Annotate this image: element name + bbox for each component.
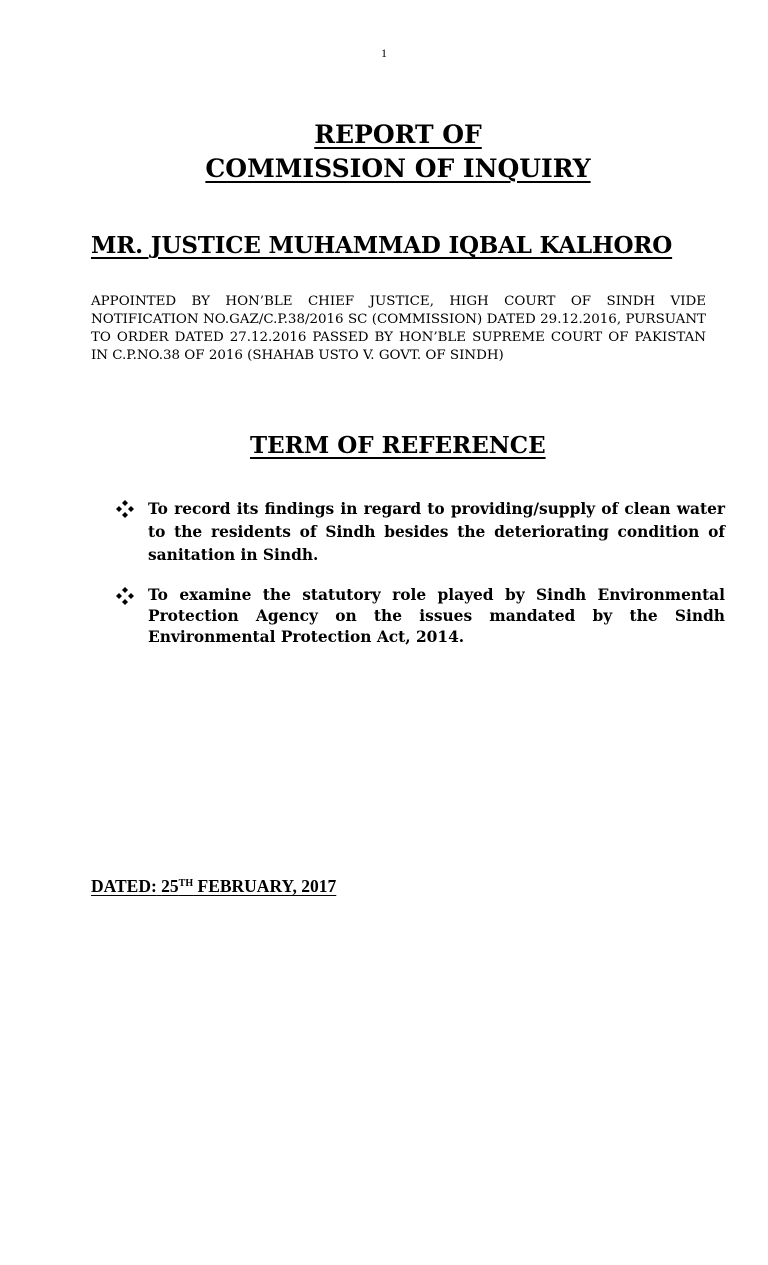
dated-month-year: FEBRUARY, 2017 (197, 876, 337, 896)
judge-name: MR. JUSTICE MUHAMMAD IQBAL KALHORO (91, 232, 673, 259)
dated-day-suffix: TH (178, 878, 194, 889)
title-line-report-of: REPORT OF (314, 120, 482, 149)
four-diamond-bullet-icon (115, 586, 135, 606)
terms-heading: TERM OF REFERENCE (250, 432, 546, 459)
title-line-commission: COMMISSION OF INQUIRY (205, 154, 591, 183)
page-number: 1 (381, 46, 387, 60)
terms-list (115, 498, 725, 648)
term-item (115, 585, 725, 648)
appointment-paragraph: APPOINTED BY HON’BLE CHIEF JUSTICE, HIGH COURT OF SINDH VIDE NOTIFICATION NO.GAZ/C.P.38/2016 SC (COMMISSION) DATED 29.12.2016, PURSUANT TO ORDER DATED 27.12.2016 PASSED BY HON’BLE SUPREME COURT OF PAKISTAN IN C.P.NO.38 OF 2016 (SHAHAB USTO V. GOVT. OF SINDH) (91, 294, 706, 363)
term-item-text: To examine the statutory role played by Sindh Environmental Protection Agency on the issues mandated by the Sindh Environmental Protection Act, 2014. (148, 586, 725, 646)
dated-day: 25 (161, 876, 179, 896)
dated-label: DATED: (91, 876, 157, 896)
four-diamond-bullet-icon (115, 499, 135, 519)
dated-line (91, 874, 336, 898)
report-title (0, 118, 768, 186)
term-item (115, 498, 725, 567)
term-item-text: To record its findings in regard to providing/supply of clean water to the residents of Sindh besides the deteriorating condition of sanitation in Sindh. (148, 500, 725, 564)
